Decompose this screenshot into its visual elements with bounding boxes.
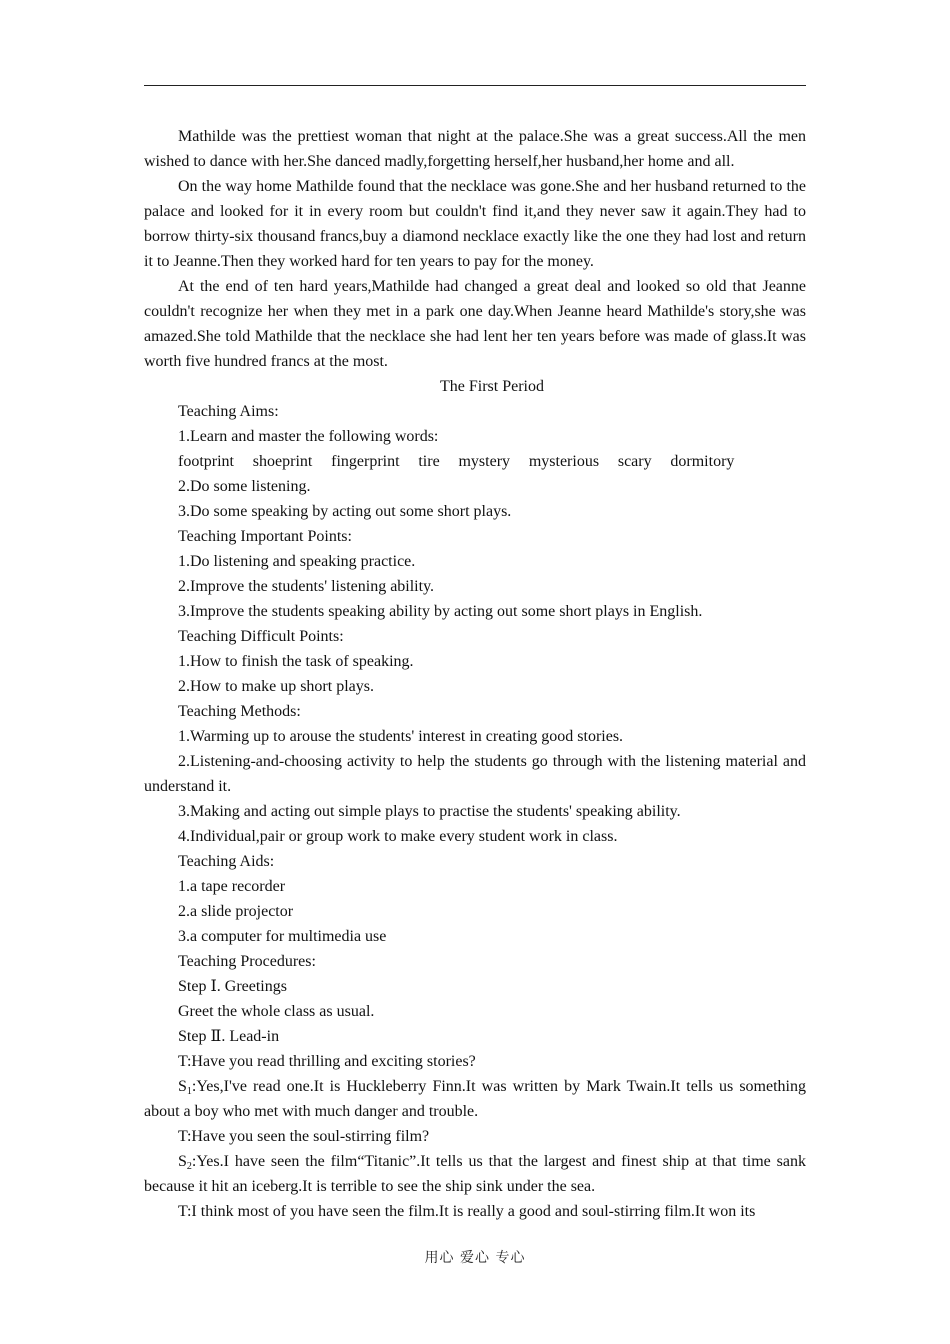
story-paragraph-2: On the way home Mathilde found that the necklace was gone.She and her husband returned to the palace and looked for it in every room but couldn't find it,and they never saw it again.They had to borrow thirty-six thousand francs,buy a diamond necklace exactly like the one they had lost and return it to Jeanne.Then they worked hard for ten years to pay for the money. [144, 178, 806, 270]
vocab-word: mystery [458, 453, 511, 470]
speaker-label: S [178, 1153, 187, 1170]
period-title: The First Period [440, 378, 544, 395]
aids-item-3: 3.a computer for multimedia use [178, 928, 387, 945]
dialog-text: :Yes.I have seen the film“Titanic”.It tells us that the largest and finest ship at that time sank because it hit an iceberg.It is terrible to see the ship sink under the sea. [144, 1153, 806, 1195]
methods-heading: Teaching Methods: [178, 703, 301, 720]
methods-item-4: 4.Individual,pair or group work to make every student work in class. [178, 828, 618, 845]
dialog-teacher-2: T:Have you seen the soul-stirring film? [178, 1128, 430, 1145]
speaker-subscript: 1 [186, 1086, 192, 1097]
dialog-teacher-3: T:I think most of you have seen the film.It is really a good and soul-stirring film.It won its [178, 1203, 756, 1220]
story-paragraph-1: Mathilde was the prettiest woman that night at the palace.She was a great success.All the men wished to dance with her.She danced madly,forgetting herself,her husband,her home and all. [144, 128, 806, 170]
vocab-word: shoeprint [252, 453, 313, 470]
dialog-teacher-1: T:Have you read thrilling and exciting stories? [178, 1053, 476, 1070]
story-paragraph-3: At the end of ten hard years,Mathilde had changed a great deal and looked so old that Jeanne couldn't recognize her when they met in a park one day.When Jeanne heard Mathilde's story,she was amazed.She told Mathilde that the necklace she had lent her ten years before was made of glass.It was worth five hundred francs at the most. [144, 278, 806, 370]
vocab-word: fingerprint [331, 453, 400, 470]
step-2-title: Step Ⅱ. Lead-in [178, 1028, 280, 1045]
vocab-word: scary [617, 453, 652, 470]
dialog-student-1 [144, 1074, 806, 1124]
important-heading: Teaching Important Points: [178, 528, 352, 545]
aids-item-2: 2.a slide projector [178, 903, 294, 920]
important-item-2: 2.Improve the students' listening ability. [178, 578, 435, 595]
important-item-1: 1.Do listening and speaking practice. [178, 553, 416, 570]
vocab-word: footprint [178, 453, 234, 470]
dialog-text: :Yes,I've read one.It is Huckleberry Finn.It was written by Mark Twain.It tells us something about a boy who met with much danger and trouble. [144, 1078, 806, 1120]
vocab-word: dormitory [670, 453, 735, 470]
difficult-item-1: 1.How to finish the task of speaking. [178, 653, 414, 670]
methods-item-1: 1.Warming up to arouse the students' interest in creating good stories. [178, 728, 624, 745]
important-item-3: 3.Improve the students speaking ability by acting out some short plays in English. [178, 603, 703, 620]
vocab-word: mysterious [528, 453, 600, 470]
methods-item-2: 2.Listening-and-choosing activity to help the students go through with the listening material and understand it. [144, 753, 806, 795]
aims-item-2: 2.Do some listening. [178, 478, 311, 495]
aims-item-3: 3.Do some speaking by acting out some short plays. [178, 503, 512, 520]
dialog-student-2 [144, 1149, 806, 1199]
vocab-word: tire [418, 453, 440, 470]
difficult-item-2: 2.How to make up short plays. [178, 678, 374, 695]
aids-heading: Teaching Aids: [178, 853, 275, 870]
step-1-title: Step Ⅰ. Greetings [178, 978, 287, 995]
header-rule [144, 85, 806, 86]
aims-item-1: 1.Learn and master the following words: [178, 428, 439, 445]
speaker-label: S [178, 1078, 187, 1095]
procedures-heading: Teaching Procedures: [178, 953, 316, 970]
difficult-heading: Teaching Difficult Points: [178, 628, 344, 645]
vocabulary-list [144, 449, 806, 474]
aims-heading: Teaching Aims: [178, 403, 279, 420]
speaker-subscript: 2 [186, 1161, 192, 1172]
document-body [144, 124, 806, 1224]
aids-item-1: 1.a tape recorder [178, 878, 286, 895]
page-footer: 用心 爱心 专心 [424, 1250, 526, 1266]
step-1-text: Greet the whole class as usual. [178, 1003, 375, 1020]
methods-item-3: 3.Making and acting out simple plays to practise the students' speaking ability. [178, 803, 681, 820]
